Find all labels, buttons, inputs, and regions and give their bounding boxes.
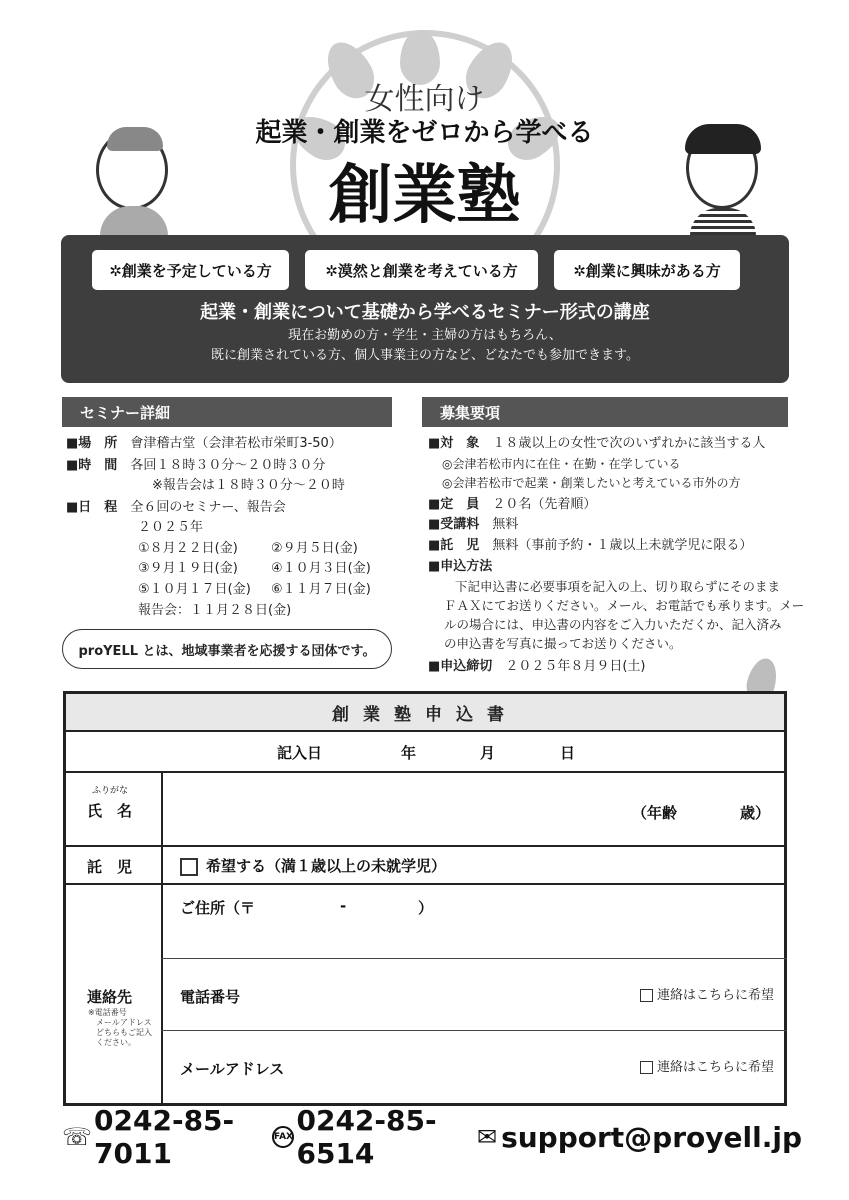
phone-icon: ☏	[62, 1123, 93, 1151]
childcare-option-label: 希望する（満１歳以上の未就学児）	[206, 857, 447, 875]
target-b: ◎会津若松市で起業・創業したいと考えている市外の方	[442, 476, 741, 490]
entry-month-label: 月	[480, 744, 496, 762]
target-row	[428, 434, 765, 453]
contact-note-line: ※電話番号	[88, 1008, 127, 1017]
email-input[interactable]	[300, 1050, 630, 1082]
childcare-label: ■託 児	[428, 538, 480, 553]
age-close-label: 歳）	[740, 804, 771, 822]
form-divider	[161, 958, 787, 959]
childcare-form-label: 託 児	[87, 858, 133, 876]
form-divider	[161, 1030, 787, 1031]
contact-note	[88, 1008, 152, 1048]
target-pill-planned: ✲創業を予定している方	[92, 250, 289, 290]
name-input[interactable]	[164, 774, 614, 844]
footer-fax[interactable]: 0242-85-6514	[296, 1104, 437, 1170]
email-prefer-checkbox[interactable]	[640, 1061, 653, 1074]
entry-day-label: 日	[560, 744, 576, 762]
place-row	[66, 434, 342, 453]
target-pill-interested: ✲創業に興味がある方	[554, 250, 740, 290]
name-label: 氏 名	[87, 802, 133, 820]
banner-subtext	[61, 326, 789, 366]
form-divider	[63, 771, 787, 773]
form-divider	[63, 845, 787, 847]
childcare-row	[428, 536, 752, 555]
phone-prefer-row	[640, 986, 774, 1005]
address-close: ）	[418, 899, 434, 917]
phone-input[interactable]	[270, 978, 630, 1010]
email-prefer-row	[640, 1058, 774, 1077]
seminar-heading: セミナー詳細	[62, 397, 392, 427]
form-title: 創業塾申込書	[66, 694, 784, 732]
method-label: ■申込方法	[428, 559, 493, 574]
address-label: ご住所（〒	[180, 899, 256, 917]
schedule-label: ■日 程	[66, 500, 118, 515]
deadline-row	[428, 657, 645, 676]
footer-contact	[62, 1104, 802, 1170]
contact-note-line: メールアドレス	[96, 1018, 152, 1027]
phone-prefer-label: 連絡はこちらに希望	[657, 988, 775, 1003]
date-5: ⑤１０月１７日(金)	[138, 582, 251, 597]
phone-label: 電話番号	[180, 988, 241, 1006]
address-dash: -	[340, 897, 347, 915]
age-input[interactable]	[683, 798, 737, 822]
contact-note-line: どちらもご記入	[96, 1028, 152, 1037]
time-note: ※報告会は１８時３０分～２０時	[152, 478, 345, 493]
form-column-divider	[161, 771, 163, 1106]
place-value: 會津稽古堂（会津若松市栄町3-50）	[130, 436, 342, 451]
footer-phone[interactable]: 0242-85-7011	[94, 1104, 235, 1170]
email-prefer-label: 連絡はこちらに希望	[657, 1060, 775, 1075]
childcare-value: 無料（事前予約・１歳以上未就学児に限る）	[492, 538, 753, 553]
page-title: 創業塾	[328, 158, 521, 233]
date-2: ②９月５日(金)	[271, 541, 358, 556]
fee-value: 無料	[492, 517, 519, 532]
banner-sub-line1: 現在お勤めの方・学生・主婦の方はもちろん、	[288, 328, 562, 343]
date-1: ①８月２２日(金)	[138, 541, 238, 556]
email-label: メールアドレス	[180, 1060, 285, 1078]
target-label: ■対 象	[428, 436, 480, 451]
contact-note-line: ください。	[96, 1038, 136, 1047]
header-subtitle: 起業・創業をゼロから学べる	[255, 118, 594, 148]
date-4: ④１０月３日(金)	[271, 561, 371, 576]
recruit-heading: 募集要項	[422, 397, 788, 427]
report-date: 報告会：１１月２８日(金)	[138, 603, 292, 618]
date-3: ③９月１９日(金)	[138, 561, 238, 576]
method-line1: 下記申込書に必要事項を記入の上、切り取らずにそのまま	[455, 579, 781, 594]
place-label: ■場 所	[66, 436, 118, 451]
target-a: ◎会津若松市内に在住・在勤・在学している	[442, 457, 681, 471]
contact-label: 連絡先	[87, 988, 133, 1006]
date-6: ⑥１１月７日(金)	[271, 582, 371, 597]
mail-icon: ✉	[476, 1123, 498, 1151]
capacity-row	[428, 495, 596, 514]
furigana-label: ふりがな	[92, 786, 129, 796]
banner-sub-line2: 既に創業されている方、個人事業主の方など、どなたでも参加できます。	[211, 348, 639, 363]
deadline-value: ２０２５年８月９日(土)	[505, 659, 646, 674]
header-target: 女性向け	[364, 82, 485, 117]
deadline-label: ■申込締切	[428, 659, 493, 674]
schedule-row	[66, 498, 286, 517]
phone-prefer-checkbox[interactable]	[640, 989, 653, 1002]
proyell-caption: proYELL とは、地域事業者を応援する団体です。	[62, 629, 392, 669]
childcare-checkbox-row	[180, 855, 446, 876]
fax-icon: FAX	[272, 1126, 294, 1148]
form-divider	[63, 883, 787, 885]
capacity-label: ■定 員	[428, 497, 480, 512]
address-input[interactable]	[180, 922, 770, 954]
time-value: 各回１８時３０分～２０時３０分	[130, 458, 326, 473]
entry-date-label: 記入日	[277, 744, 323, 762]
banner-headline: 起業・創業について基礎から学べるセミナー形式の講座	[200, 302, 650, 323]
target-pill-vague: ✲漠然と創業を考えている方	[305, 250, 538, 290]
age-open-label: （年齢	[632, 804, 678, 822]
method-line3: ルの場合には、申込書の内容をご入力いただくか、記入済み	[444, 617, 782, 632]
schedule-value: 全６回のセミナー、報告会	[130, 500, 286, 515]
time-row	[66, 456, 325, 475]
entry-year-label: 年	[401, 744, 417, 762]
childcare-checkbox[interactable]	[180, 858, 198, 876]
fee-label: ■受講料	[428, 517, 480, 532]
schedule-year: ２０２５年	[138, 520, 204, 535]
capacity-value: ２０名（先着順）	[492, 497, 597, 512]
method-line2: ＦＡＸにてお送りください。メール、お電話でも承ります。メー	[444, 598, 805, 613]
fee-row	[428, 515, 518, 534]
method-line4: の申込書を写真に撮ってお送りください。	[444, 636, 682, 651]
target-value: １８歳以上の女性で次のいずれかに該当する人	[492, 436, 766, 451]
footer-email[interactable]: support@proyell.jp	[501, 1120, 802, 1154]
time-label: ■時 間	[66, 458, 118, 473]
